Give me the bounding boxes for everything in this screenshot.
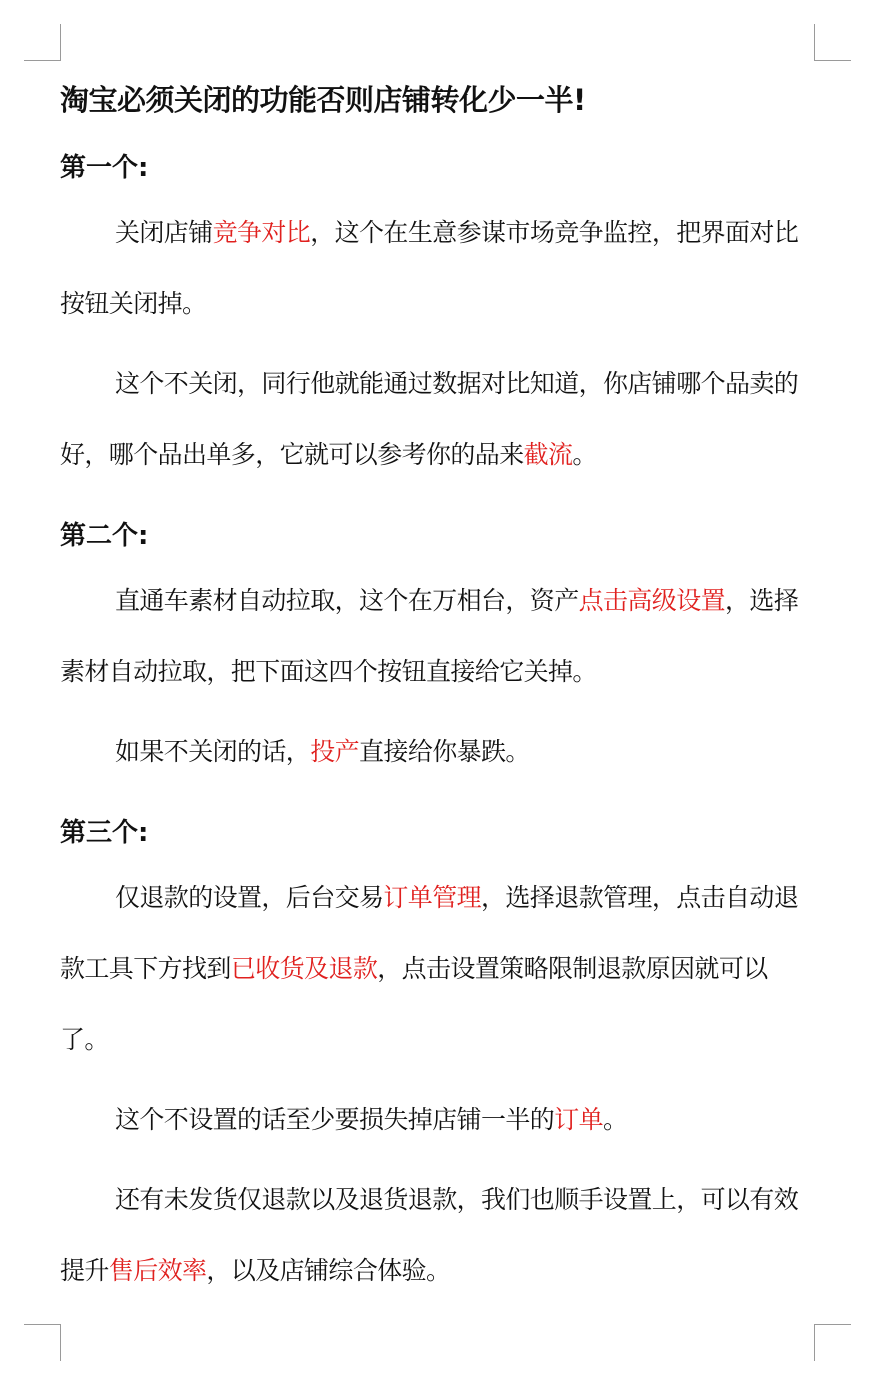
highlighted-text: 已收货及退款 (230, 954, 378, 983)
section-heading: 第一个: (60, 153, 149, 183)
text-segment: 如果不关闭的话， (115, 737, 311, 766)
page-corner-mark-top-right (814, 24, 851, 61)
paragraph (60, 862, 816, 1075)
highlighted-text: 售后效率 (108, 1256, 207, 1285)
highlighted-text: 竞争对比 (212, 218, 311, 247)
text-segment: 仅退款的设置，后台交易 (115, 883, 384, 912)
highlighted-text: 点击高级设置 (578, 586, 726, 615)
highlighted-text: 订单 (554, 1105, 604, 1134)
text-segment: 。 (603, 1105, 628, 1134)
section-heading: 第二个: (60, 521, 149, 551)
page-corner-mark-top-left (24, 24, 61, 61)
text-segment: ，选择素材自动拉取，把下面这四个按钮直接给它关掉。 (60, 586, 799, 686)
page-corner-mark-bottom-left (24, 1324, 61, 1361)
text-segment: ，点击设置策略限制退款原因就可以了。 (60, 954, 768, 1054)
section-heading: 第三个: (60, 818, 149, 848)
text-segment: 。 (572, 440, 597, 469)
page-corner-mark-bottom-right (814, 1324, 851, 1361)
text-segment: 直接给你暴跌。 (359, 737, 530, 766)
paragraph (60, 716, 816, 787)
highlighted-text: 截流 (523, 440, 573, 469)
text-segment: 这个不设置的话至少要损失掉店铺一半的 (115, 1105, 555, 1134)
text-segment: 这个不关闭，同行他就能通过数据对比知道，你店铺哪个品卖的好，哪个品出单多，它就可以参考你的品来 (60, 369, 799, 469)
text-segment: 关闭店铺 (115, 218, 213, 247)
paragraph (60, 197, 816, 339)
document-body (60, 78, 816, 1306)
text-segment: ，这个在生意参谋市场竞争监控，把界面对比按钮关闭掉。 (60, 218, 799, 318)
text-segment: 直通车素材自动拉取，这个在万相台，资产 (115, 586, 579, 615)
text-segment: ，选择退款管理，点击自动退款工具下方找到 (60, 883, 799, 983)
document-title: 淘宝必须关闭的功能否则店铺转化少一半! (60, 83, 586, 117)
highlighted-text: 投产 (310, 737, 360, 766)
paragraph (60, 565, 816, 707)
paragraph (60, 1084, 816, 1155)
paragraph (60, 348, 816, 490)
text-segment: ，以及店铺综合体验。 (206, 1256, 451, 1285)
text-segment: 还有未发货仅退款以及退货退款，我们也顺手设置上，可以有效提升 (60, 1185, 799, 1285)
paragraph (60, 1164, 816, 1306)
highlighted-text: 订单管理 (383, 883, 482, 912)
